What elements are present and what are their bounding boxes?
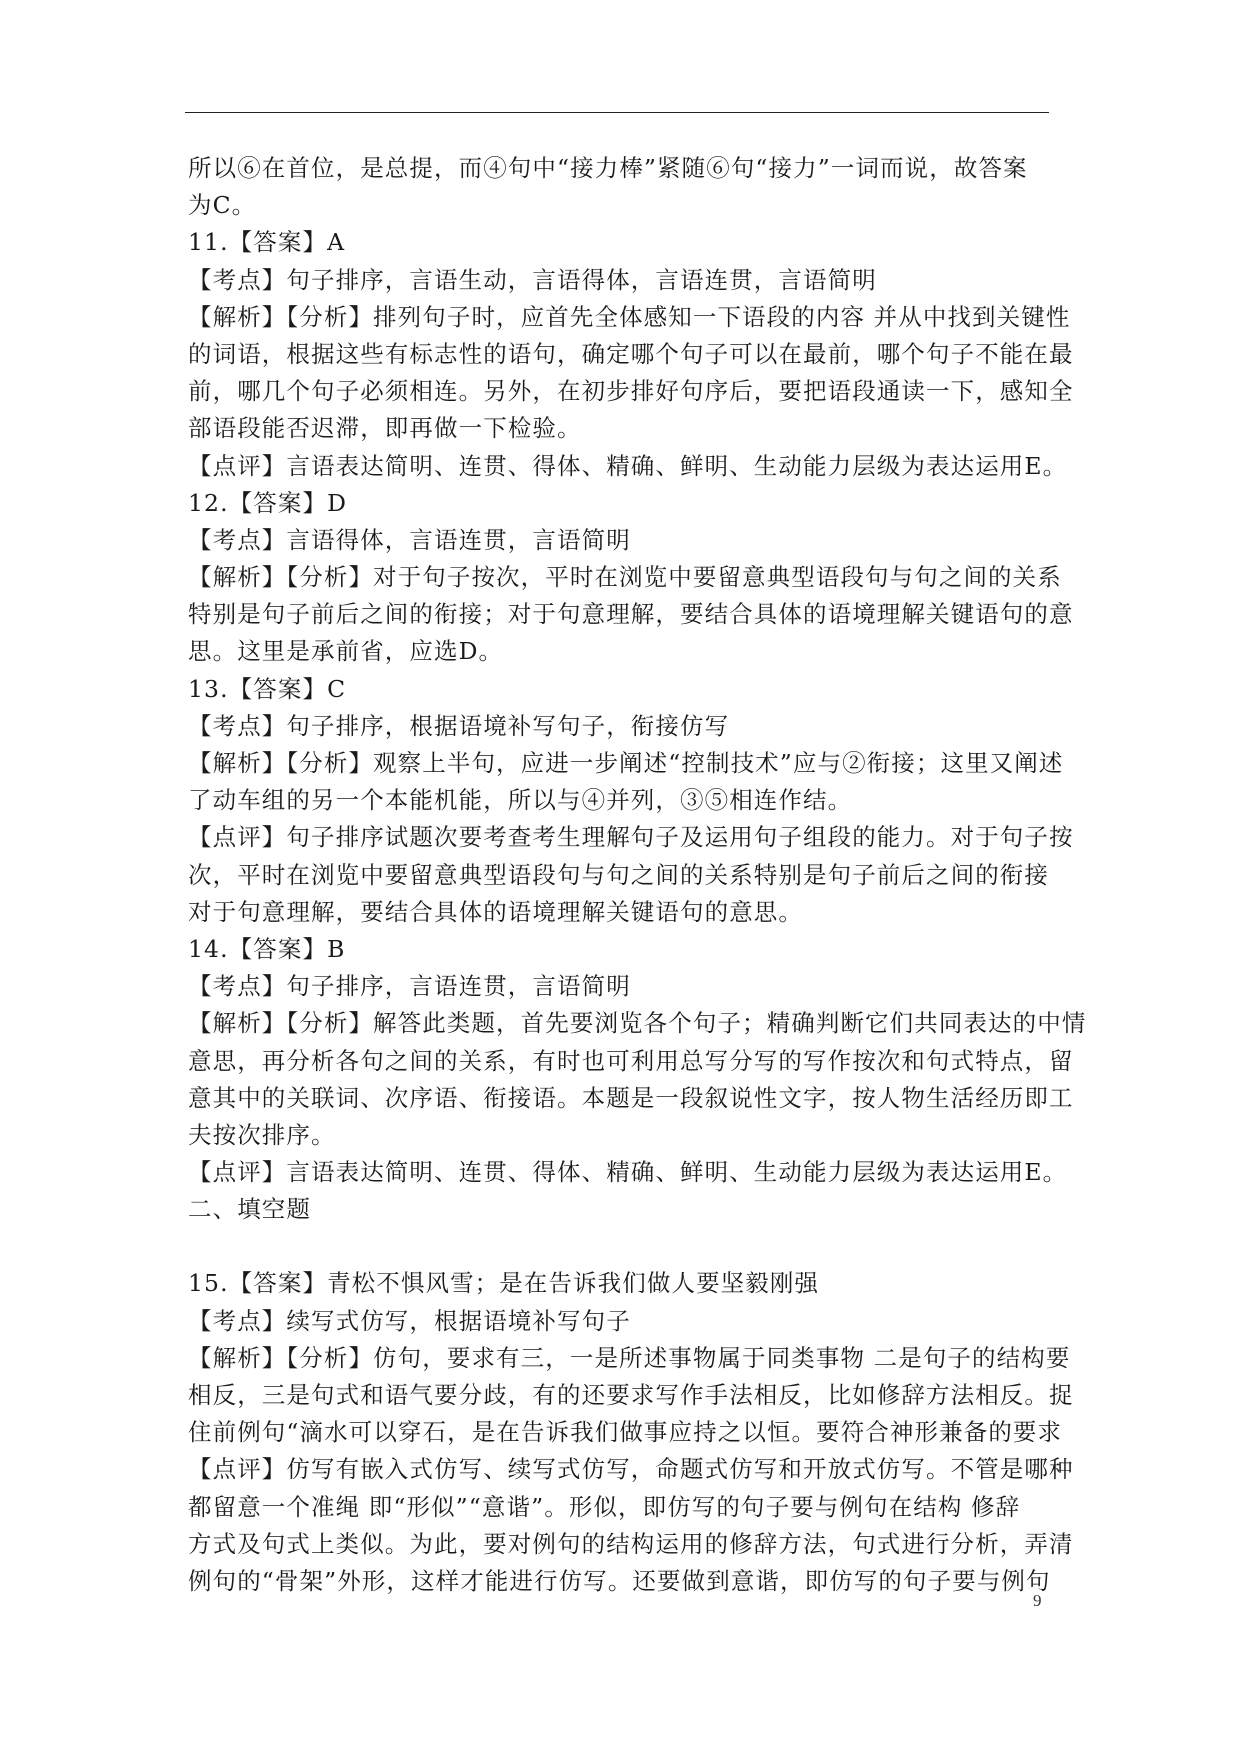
text-line: 例句的“骨架”外形，这样才能进行仿写。还要做到意谐，即仿写的句子要与例句 (188, 1566, 1051, 1595)
text-line: 了动车组的另一个本能机能，所以与④并列，③⑤相连作结。 (188, 786, 853, 815)
text-line: 【考点】句子排序，根据语境补写句子，衔接仿写 (188, 711, 730, 740)
text-line: 14.【答案】B (188, 934, 346, 963)
text-line: 【点评】言语表达简明、连贯、得体、精确、鲜明、生动能力层级为表达运用E。 (188, 451, 1068, 480)
text-line: 【解析】【分析】排列句子时，应首先全体感知一下语段的内容 并从中找到关键性 (188, 302, 1071, 331)
text-line: 15.【答案】青松不惧风雪；是在告诉我们做人要坚毅刚强 (188, 1269, 820, 1298)
text-line: 的词语，根据这些有标志性的语句，确定哪个句子可以在最前，哪个句子不能在最 (188, 339, 1074, 368)
text-line: 【考点】句子排序，言语生动，言语得体，言语连贯，言语简明 (188, 265, 877, 294)
text-line: 部语段能否迟滞，即再做一下检验。 (188, 414, 582, 443)
text-line: 特别是句子前后之间的衔接；对于句意理解，要结合具体的语境理解关键语句的意 (188, 600, 1074, 629)
page-number: 9 (1033, 1591, 1042, 1610)
text-line: 思。这里是承前省，应选D。 (188, 637, 504, 666)
text-line: 【点评】言语表达简明、连贯、得体、精确、鲜明、生动能力层级为表达运用E。 (188, 1158, 1068, 1187)
text-line: 夫按次排序。 (188, 1120, 336, 1149)
text-line: 11.【答案】A (188, 228, 346, 257)
text-line: 【解析】【分析】解答此类题，首先要浏览各个句子；精确判断它们共同表达的中情 (188, 1009, 1087, 1038)
text-line: 相反，三是句式和语气要分歧，有的还要求写作手法相反，比如修辞方法相反。捉 (188, 1381, 1074, 1409)
text-line: 住前例句“滴水可以穿石，是在告诉我们做事应持之以恒。要符合神形兼备的要求 (188, 1418, 1063, 1447)
text-line: 所以⑥在首位，是总提，而④句中“接力棒”紧随⑥句“接力”一词而说，故答案 (188, 154, 1028, 182)
document-body (188, 150, 1088, 1600)
text-line: 【解析】【分析】观察上半句，应进一步阐述“控制技术”应与②衔接；这里又阐述 (188, 749, 1064, 777)
text-line: 13.【答案】C (188, 674, 347, 703)
text-line: 对于句意理解，要结合具体的语境理解关键语句的意思。 (188, 897, 803, 926)
text-line: 【考点】句子排序，言语连贯，言语简明 (188, 972, 631, 1001)
text-line: 二、填空题 (188, 1195, 311, 1224)
text-line: 【解析】【分析】仿句，要求有三，一是所述事物属于同类事物 二是句子的结构要 (188, 1343, 1071, 1372)
text-line: 方式及句式上类似。为此，要对例句的结构运用的修辞方法，句式进行分析，弄清 (188, 1529, 1074, 1558)
text-line: 前，哪几个句子必须相连。另外，在初步排好句序后，要把语段通读一下，感知全 (188, 377, 1074, 406)
text-line: 意其中的关联词、次序语、衔接语。本题是一段叙说性文字，按人物生活经历即工 (188, 1083, 1074, 1112)
section-gap (188, 1228, 1088, 1265)
answers-section (188, 150, 1088, 1228)
text-line: 【解析】【分析】对于句子按次，平时在浏览中要留意典型语段句与句之间的关系 (188, 563, 1062, 592)
fill-blank-section (188, 1265, 1088, 1600)
header-rule (185, 112, 1049, 113)
text-line: 12.【答案】D (188, 488, 348, 517)
text-line: 都留意一个准绳 即“形似”“意谐”。形似，即仿写的句子要与例句在结构 修辞 (188, 1492, 1021, 1521)
text-line: 【考点】续写式仿写，根据语境补写句子 (188, 1306, 631, 1335)
text-line: 为C。 (188, 191, 257, 220)
text-line: 意思，再分析各句之间的关系，有时也可利用总写分写的写作按次和句式特点，留 (188, 1046, 1074, 1075)
text-line: 次，平时在浏览中要留意典型语段句与句之间的关系特别是句子前后之间的衔接 (188, 860, 1049, 889)
text-line: 【考点】言语得体，言语连贯，言语简明 (188, 525, 631, 554)
text-line: 【点评】句子排序试题次要考查考生理解句子及运用句子组段的能力。对于句子按 (188, 823, 1074, 852)
text-line: 【点评】仿写有嵌入式仿写、续写式仿写，命题式仿写和开放式仿写。不管是哪种 (188, 1455, 1074, 1484)
